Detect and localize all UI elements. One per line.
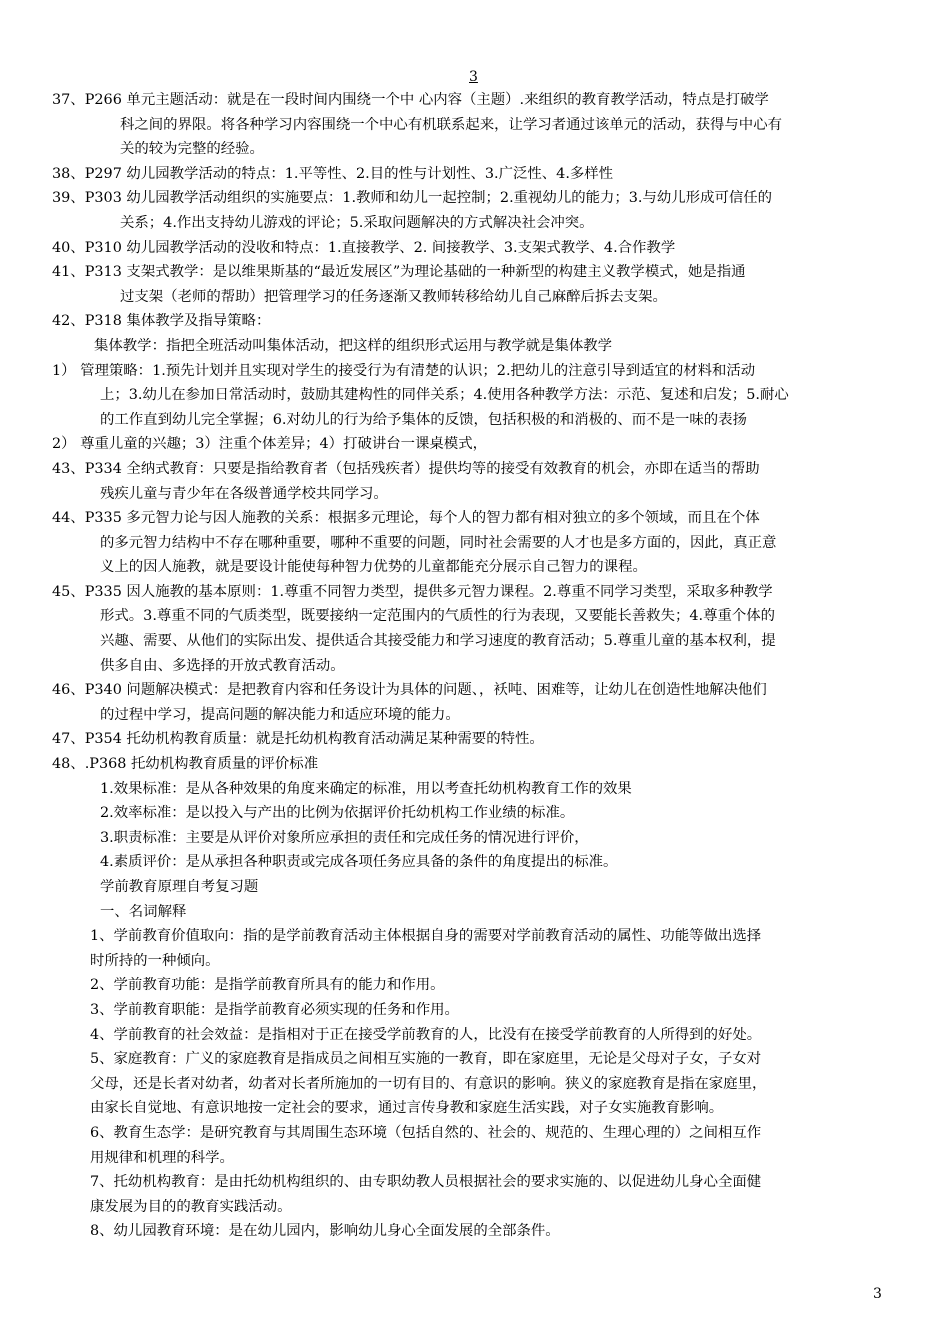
text-line: 3、学前教育职能：是指学前教育必须实现的任务和作用。 [90, 1001, 459, 1018]
document-body [52, 88, 892, 1244]
text-line: 残疾儿童与青少年在各级普通学校共同学习。 [100, 485, 388, 502]
bottom-page-number: 3 [873, 1286, 882, 1302]
text-line: 5、家庭教育：广义的家庭教育是指成员之间相互实施的一教育，即在家庭里，无论是父母对子女，子女对 [90, 1051, 762, 1068]
text-line: 上；3.幼儿在参加日常活动时，鼓励其建构性的同伴关系；4.使用各种教学方法：示范、复述和启发；5.耐心 [100, 387, 789, 404]
text-line: 康发展为目的的教育实践活动。 [90, 1198, 292, 1215]
text-line: 47、P354 托幼机构教育质量：就是托幼机构教育活动满足某种需要的特性。 [52, 731, 544, 748]
text-line: 由家长自觉地、有意识地按一定社会的要求，通过言传身教和家庭生活实践，对子女实施教育影响。 [90, 1100, 724, 1117]
text-line: 4.素质评价：是从承担各种职责或完成各项任务应具备的条件的角度提出的标准。 [100, 854, 618, 871]
section-title: 学前教育原理自考复习题 [100, 879, 259, 895]
text-line: 1、学前教育价值取向：指的是学前教育活动主体根据自身的需要对学前教育活动的属性、功能等做出选择 [90, 928, 762, 945]
text-line: 形式。3.尊重不同的气质类型，既要接纳一定范围内的气质性的行为表现，又要能长善救失；4.尊重个体的 [100, 608, 776, 625]
text-line: 兴趣、需要、从他们的实际出发、提供适合其接受能力和学习速度的教育活动；5.尊重儿童的基本权利，提 [100, 633, 776, 650]
text-line: 42、P318 集体教学及指导策略： [52, 313, 271, 330]
text-line: 8、幼儿园教育环境：是在幼儿园内，影响幼儿身心全面发展的全部条件。 [90, 1223, 560, 1240]
text-line: 的多元智力结构中不存在哪种重要，哪种不重要的问题，同时社会需要的人才也是多方面的，因此，真正意 [100, 534, 777, 551]
section-heading: 一、名词解释 [100, 903, 187, 920]
text-line: 1） 管理策略：1.预先计划并且实现对学生的接受行为有清楚的认识；2.把幼儿的注意引导到适宜的材料和活动 [52, 362, 756, 379]
text-line: 供多自由、多选择的开放式教育活动。 [100, 657, 345, 674]
text-line: 2.效率标准：是以投入与产出的比例为依据评价托幼机构工作业绩的标准。 [100, 805, 575, 822]
text-line: 41、P313 支架式教学：是以维果斯基的“最近发展区”为理论基础的一种新型的构建主义教学模式，她是指通 [52, 264, 746, 281]
text-line: 48、.P368 托幼机构教育质量的评价标准 [52, 756, 319, 773]
text-line: 39、P303 幼儿园教学活动组织的实施要点：1.教师和幼儿一起控制；2.重视幼儿的能力；3.与幼儿形成可信任的 [52, 190, 773, 207]
text-line: 义上的因人施教，就是要设计能使每种智力优势的儿童都能充分展示自己智力的课程。 [100, 559, 647, 576]
text-line: 关系；4.作出支持幼儿游戏的评论；5.采取问题解决的方式解决社会冲突。 [120, 214, 594, 231]
text-line: 1.效果标准：是从各种效果的角度来确定的标准，用以考查托幼机构教育工作的效果 [100, 780, 632, 797]
text-line: 的过程中学习，提高问题的解决能力和适应环境的能力。 [100, 706, 460, 723]
text-line: 43、P334 全纳式教育：只要是指给教育者（包括残疾者）提供均等的接受有效教育的机会，亦即在适当的帮助 [52, 460, 760, 477]
text-line: 44、P335 多元智力论与因人施教的关系：根据多元理论，每个人的智力都有相对独立的多个领域，而且在个体 [52, 510, 760, 527]
text-line: 父母，还是长者对幼者，幼者对长者所施加的一切有目的、有意识的影响。狭义的家庭教育是指在家庭里， [90, 1075, 767, 1092]
text-line: 3.职责标准：主要是从评价对象所应承担的责任和完成任务的情况进行评价， [100, 829, 589, 846]
text-line: 科之间的界限。将各种学习内容围绕一个中心有机联系起来，让学习者通过该单元的活动，获得与中心有 [120, 116, 782, 133]
text-line: 38、P297 幼儿园教学活动的特点：1.平等性、2.目的性与计划性、3.广泛性、4.多样性 [52, 165, 614, 182]
text-line: 时所持的一种倾向。 [90, 952, 220, 969]
text-line: 7、托幼机构教育：是由托幼机构组织的、由专职幼教人员根据社会的要求实施的、以促进幼儿身心全面健 [90, 1174, 762, 1191]
text-line: 37、P266 单元主题活动：就是在一段时间内围绕一个中 心内容（主题）.来组织的教育教学活动，特点是打破学 [52, 92, 769, 108]
text-line: 过支架（老师的帮助）把管理学习的任务逐渐又教师转移给幼儿自己麻醉后拆去支架。 [120, 288, 667, 305]
text-line: 的工作直到幼儿完全掌握；6.对幼儿的行为给予集体的反馈，包括积极的和消极的、而不是一味的表扬 [100, 411, 747, 428]
text-line: 4、学前教育的社会效益：是指相对于正在接受学前教育的人，比没有在接受学前教育的人所得到的好处。 [90, 1026, 762, 1043]
text-line: 40、P310 幼儿园教学活动的没收和特点：1.直接教学、2. 间接教学、3.支架式教学、4.合作教学 [52, 239, 676, 256]
text-line: 45、P335 因人施教的基本原则：1.尊重不同智力类型，提供多元智力课程。2.尊重不同学习类型，采取多种教学 [52, 583, 773, 600]
text-line: 集体教学：指把全班活动叫集体活动，把这样的组织形式运用与教学就是集体教学 [94, 337, 613, 354]
text-line: 2、学前教育功能：是指学前教育所具有的能力和作用。 [90, 977, 445, 994]
text-line: 关的较为完整的经验。 [120, 141, 264, 158]
text-line: 46、P340 问题解决模式：是把教育内容和任务设计为具体的问题、，袄吨、困难等，让幼儿在创造性地解决他们 [52, 682, 767, 699]
text-line: 用规律和机理的科学。 [90, 1149, 234, 1166]
top-page-number: 3 [469, 69, 478, 85]
text-line: 6、教育生态学：是研究教育与其周围生态环境（包括自然的、社会的、规范的、生理心理的）之间相互作 [90, 1124, 762, 1141]
text-line: 2） 尊重儿童的兴趣；3）注重个体差异；4）打破讲台一课桌模式， [52, 436, 487, 453]
